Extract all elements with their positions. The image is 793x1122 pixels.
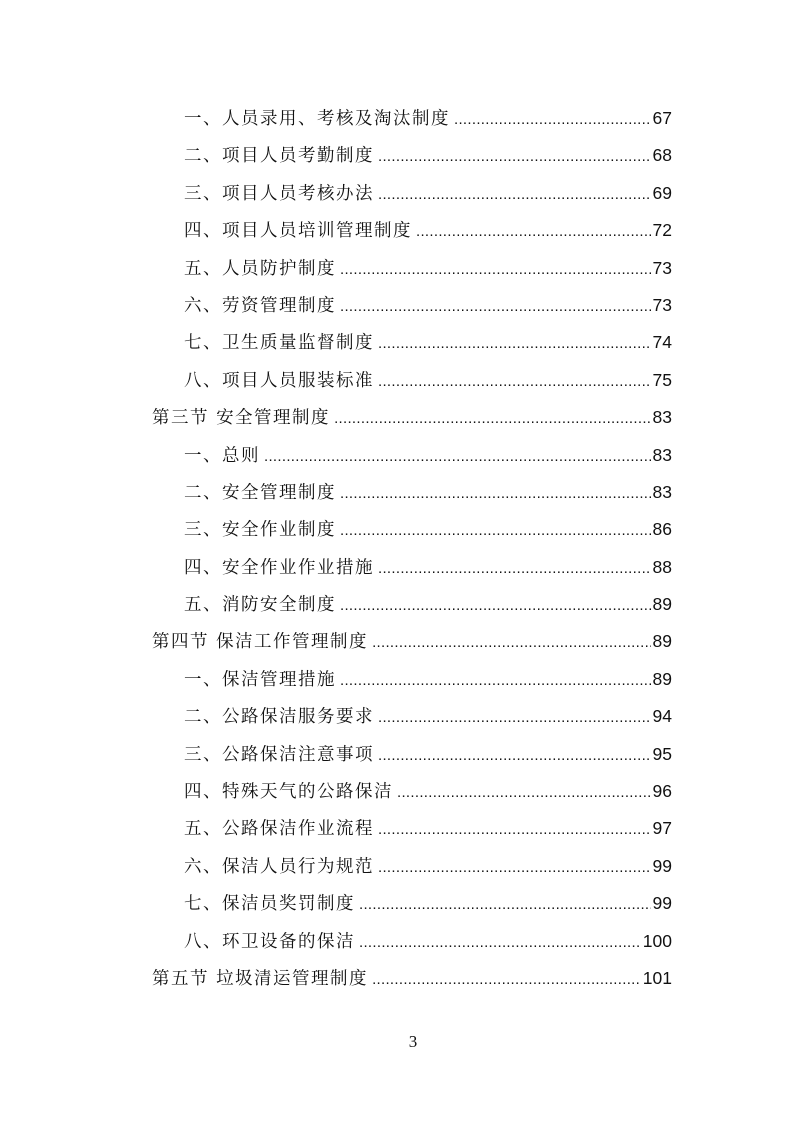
dot-leader: [334, 400, 650, 437]
toc-entry[interactable]: [0, 586, 793, 623]
dot-leader: [416, 213, 651, 250]
toc-entry-page: 101: [642, 967, 672, 988]
toc-entry[interactable]: [0, 810, 793, 847]
toc-section-entry[interactable]: [0, 960, 793, 997]
toc-entry[interactable]: [0, 437, 793, 474]
toc-entry[interactable]: [0, 250, 793, 287]
dot-leader: [397, 774, 651, 811]
toc-entry-title: 四、安全作业作业措施: [184, 557, 374, 578]
toc-entry-page: 89: [652, 668, 672, 689]
toc-entry-page: 86: [652, 519, 672, 540]
dot-leader: [378, 176, 651, 213]
dot-leader: [454, 101, 651, 138]
toc-entry-page: 67: [652, 108, 672, 128]
toc-entry[interactable]: [0, 474, 793, 511]
toc-entry[interactable]: [0, 324, 793, 361]
dot-leader: [340, 288, 651, 325]
toc-entry-title: 四、特殊天气的公路保洁: [184, 782, 393, 803]
dot-leader: [378, 138, 651, 175]
toc-entry-page: 75: [652, 369, 672, 390]
toc-entry[interactable]: [0, 362, 793, 399]
toc-entry-page: 69: [652, 182, 672, 203]
toc-entry-title: 五、消防安全制度: [184, 595, 336, 616]
toc-entry-title: 八、环卫设备的保洁: [184, 931, 355, 952]
toc-entry-page: 83: [652, 481, 672, 502]
toc-entry-page: 97: [652, 818, 672, 839]
toc-entry-page: 89: [652, 631, 672, 652]
toc-entry-title: 六、保洁人员行为规范: [184, 856, 374, 877]
toc-entry[interactable]: [0, 698, 793, 735]
toc-entry[interactable]: [0, 885, 793, 922]
toc-entry[interactable]: [0, 736, 793, 773]
toc-entry-page: 96: [652, 781, 672, 802]
toc-entry-page: 83: [652, 444, 672, 465]
toc-entry-page: 83: [652, 407, 672, 428]
toc-entry-title: 八、项目人员服装标准: [184, 370, 374, 391]
toc-entry-page: 68: [652, 145, 672, 166]
toc-section-entry[interactable]: [0, 399, 793, 436]
toc-entry-page: 73: [652, 257, 672, 278]
toc-entry[interactable]: [0, 923, 793, 960]
toc-entry[interactable]: [0, 549, 793, 586]
toc-entry-title: 一、总则: [184, 445, 260, 466]
table-of-contents: [0, 100, 793, 997]
toc-entry-title: 四、项目人员培训管理制度: [184, 221, 412, 242]
toc-entry-title: 七、保洁员奖罚制度: [184, 894, 355, 915]
toc-entry-title: 三、安全作业制度: [184, 520, 336, 541]
dot-leader: [340, 662, 651, 699]
toc-entry-title: 二、安全管理制度: [184, 482, 336, 503]
toc-entry-title: 第四节 保洁工作管理制度: [152, 632, 369, 653]
toc-entry-page: 95: [652, 743, 672, 764]
dot-leader: [378, 737, 651, 774]
dot-leader: [372, 624, 650, 661]
toc-entry[interactable]: [0, 773, 793, 810]
toc-entry[interactable]: [0, 287, 793, 324]
toc-entry[interactable]: [0, 175, 793, 212]
toc-entry-page: 74: [652, 332, 672, 353]
dot-leader: [378, 699, 651, 736]
toc-entry[interactable]: [0, 661, 793, 698]
dot-leader: [340, 251, 651, 288]
toc-entry-title: 二、公路保洁服务要求: [184, 707, 374, 728]
toc-entry-page: 99: [652, 893, 672, 914]
toc-entry-title: 三、公路保洁注意事项: [184, 744, 374, 765]
toc-entry[interactable]: [0, 212, 793, 249]
toc-entry-title: 六、劳资管理制度: [184, 295, 336, 316]
page-number: 3: [408, 1032, 418, 1051]
toc-entry-title: 七、卫生质量监督制度: [184, 333, 374, 354]
toc-entry-title: 一、人员录用、考核及淘汰制度: [184, 109, 450, 129]
dot-leader: [378, 849, 651, 886]
toc-entry-title: 第三节 安全管理制度: [152, 408, 331, 429]
dot-leader: [359, 924, 641, 961]
toc-entry-page: 99: [652, 855, 672, 876]
toc-entry-page: 100: [642, 930, 672, 951]
dot-leader: [264, 438, 651, 475]
toc-entry[interactable]: [0, 137, 793, 174]
toc-entry-page: 72: [652, 220, 672, 241]
toc-entry[interactable]: [0, 100, 793, 137]
toc-entry[interactable]: [0, 511, 793, 548]
toc-entry[interactable]: [0, 848, 793, 885]
dot-leader: [378, 325, 651, 362]
toc-entry-title: 五、公路保洁作业流程: [184, 819, 374, 840]
toc-entry-page: 94: [652, 706, 672, 727]
toc-entry-title: 一、保洁管理措施: [184, 669, 336, 690]
dot-leader: [378, 363, 651, 400]
dot-leader: [340, 475, 651, 512]
toc-entry-page: 89: [652, 594, 672, 615]
toc-entry-title: 五、人员防护制度: [184, 258, 336, 279]
toc-entry-title: 第五节 垃圾清运管理制度: [152, 968, 369, 989]
dot-leader: [340, 587, 651, 624]
toc-entry-title: 三、项目人员考核办法: [184, 183, 374, 204]
toc-entry-page: 73: [652, 294, 672, 315]
toc-entry-page: 88: [652, 556, 672, 577]
toc-section-entry[interactable]: [0, 623, 793, 660]
dot-leader: [372, 961, 641, 998]
dot-leader: [359, 886, 651, 923]
dot-leader: [378, 811, 651, 848]
dot-leader: [378, 550, 651, 587]
toc-entry-title: 二、项目人员考勤制度: [184, 146, 374, 167]
dot-leader: [340, 512, 651, 549]
